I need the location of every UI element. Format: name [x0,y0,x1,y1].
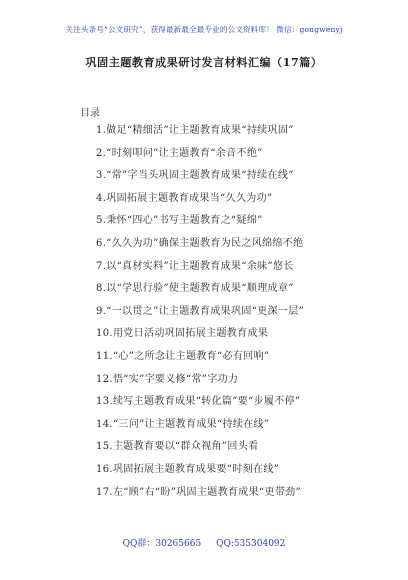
toc-item-13: 13.续写主题教育成果“转化篇”要“步履不停” [96,396,301,408]
toc-item-10: 10.用党日活动巩固拓展主题教育成果 [96,328,269,340]
document-title: 巩固主题教育成果研讨发言材料汇编（17篇） [85,56,323,69]
header-banner[interactable]: 关注头条号“公文研究”，获得最新最全最专业的公文资料库！ 微信：gongwenyj [65,25,343,34]
footer-contact [0,536,408,549]
toc-item-1: 1.做足“精细活”让主题教育成果“持续巩固” [96,125,294,136]
toc-item-16: 16.巩固拓展主题教育成果要“时刻在线” [96,463,280,475]
toc-item-14: 14.“三问”让主题教育成果“持续在线” [96,418,270,430]
toc-item-17: 17.左“顾”右“盼”巩固主题教育成果“更带劲” [96,486,301,498]
table-of-contents [96,124,304,508]
toc-item-9: 9.“一以贯之”让主题教育成果巩固“更深一层” [96,305,305,317]
toc-item-4: 4.巩固拓展主题教育成果当“久久为功” [96,192,273,204]
footer-qq-group[interactable]: QQ群：30265665 [122,539,202,549]
footer-qq-number[interactable]: QQ:535304092 [216,539,286,549]
toc-item-15: 15.主题教育要以“群众视角”回头看 [96,441,259,453]
toc-heading: 目录 [80,108,100,119]
toc-item-6: 6.“久久为功”确保主题教育为民之风绵绵不绝 [96,237,304,249]
toc-item-2: 2.“时刻叩问”让主题教育“余音不绝” [96,147,263,159]
toc-item-3: 3.“常”字当头巩固主题教育成果“持续在线” [96,170,294,182]
toc-item-5: 5.秉怀“四心”书写主题教育之“疑绵” [96,215,263,227]
toc-item-8: 8.以“学思行验”使主题教育成果“顺理成章” [96,283,294,295]
toc-item-11: 11.“心”之所念让主题教育“必有回响” [96,350,270,362]
toc-item-7: 7.以“真材实料”让主题教育成果“余味”悠长 [96,260,294,272]
toc-item-12: 12.悟“实”字要义修“常”字功力 [96,373,239,385]
